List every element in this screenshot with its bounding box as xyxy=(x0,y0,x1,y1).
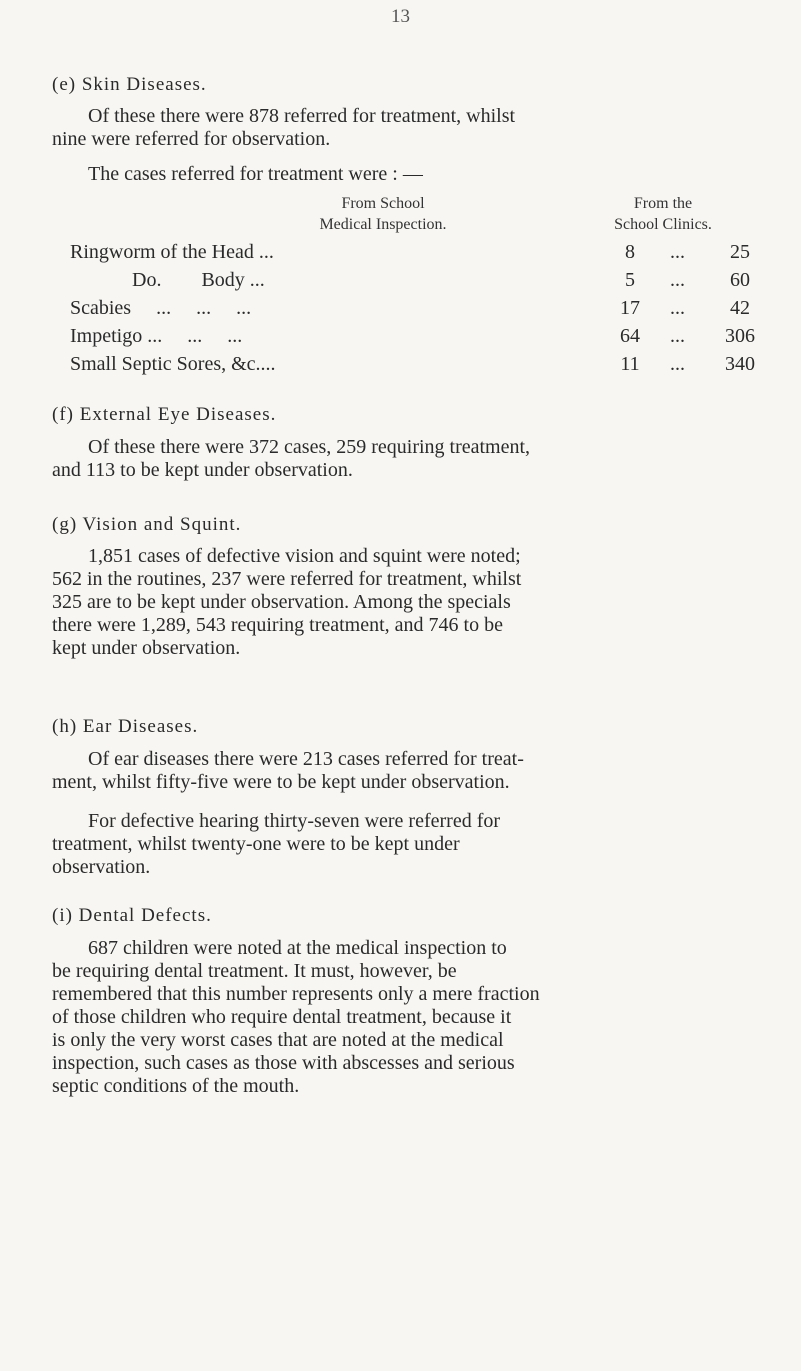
text-line: is only the very worst cases that are noted at the medical xyxy=(52,1029,504,1051)
column-header-school-inspection xyxy=(258,193,508,235)
text-line: and 113 to be kept under observation. xyxy=(52,459,353,481)
row-value-inspection: 5 xyxy=(625,269,635,291)
ear-paragraph-2 xyxy=(52,810,752,879)
row-leader: ... xyxy=(670,269,685,291)
column-header-line: Medical Inspection. xyxy=(319,216,447,233)
row-value-clinics: 42 xyxy=(730,297,750,319)
text-line: treatment, whilst twenty-one were to be kept under xyxy=(52,833,460,855)
text-line: there were 1,289, 543 requiring treatment, and 746 to be xyxy=(52,614,503,636)
text-line: 687 children were noted at the medical inspection to xyxy=(88,937,507,959)
row-leader: ... xyxy=(670,297,685,319)
table-row xyxy=(70,353,755,379)
skin-paragraph xyxy=(52,105,752,151)
table-row xyxy=(70,297,750,323)
heading-ear-diseases: (h) Ear Diseases. xyxy=(52,716,199,737)
row-value-inspection: 11 xyxy=(620,353,640,375)
text-line: be requiring dental treatment. It must, however, be xyxy=(52,960,457,982)
heading-dental-defects: (i) Dental Defects. xyxy=(52,905,212,926)
text-line: 1,851 cases of defective vision and squint were noted; xyxy=(88,545,521,567)
heading-skin-diseases: (e) Skin Diseases. xyxy=(52,74,207,95)
skin-intro xyxy=(52,163,752,186)
ear-paragraph-1 xyxy=(52,748,752,794)
row-label: Small Septic Sores, &c.... xyxy=(70,353,276,375)
row-leader: ... xyxy=(670,325,685,347)
row-value-clinics: 25 xyxy=(730,241,750,263)
column-header-school-clinics xyxy=(548,193,778,235)
table-row xyxy=(70,269,750,295)
row-value-clinics: 340 xyxy=(725,353,755,375)
row-value-inspection: 8 xyxy=(625,241,635,263)
heading-eye-diseases: (f) External Eye Diseases. xyxy=(52,404,277,425)
table-row xyxy=(70,241,750,267)
heading-vision-squint: (g) Vision and Squint. xyxy=(52,514,242,535)
column-header-line: From School xyxy=(341,195,425,212)
text-line: Of these there were 878 referred for treatment, whilst xyxy=(88,105,516,127)
text-line: nine were referred for observation. xyxy=(52,128,331,150)
row-label: Ringworm of the Head ... xyxy=(70,241,274,263)
row-value-inspection: 64 xyxy=(620,325,640,347)
row-value-clinics: 60 xyxy=(730,269,750,291)
row-label: Do. Body ... xyxy=(132,269,265,291)
text-line: 325 are to be kept under observation. Among the specials xyxy=(52,591,511,613)
row-leader: ... xyxy=(670,353,685,375)
text-line: observation. xyxy=(52,856,151,878)
text-line: ment, whilst fifty-five were to be kept under observation. xyxy=(52,771,510,793)
row-label: Scabies ... ... ... xyxy=(70,297,252,319)
table-row xyxy=(70,325,755,351)
row-value-inspection: 17 xyxy=(620,297,640,319)
text-line: For defective hearing thirty-seven were referred for xyxy=(88,810,501,832)
text-line: 562 in the routines, 237 were referred for treatment, whilst xyxy=(52,568,522,590)
page-number: 13 xyxy=(391,6,410,27)
column-header-line: From the xyxy=(633,195,693,212)
text-line: remembered that this number represents only a mere fraction xyxy=(52,983,540,1005)
text-line: kept under observation. xyxy=(52,637,241,659)
vision-paragraph xyxy=(52,545,752,660)
row-value-clinics: 306 xyxy=(725,325,755,347)
row-label: Impetigo ... ... ... xyxy=(70,325,243,347)
eye-paragraph xyxy=(52,436,752,482)
text-line: Of ear diseases there were 213 cases referred for treat- xyxy=(88,748,524,770)
column-header-line: School Clinics. xyxy=(614,216,712,233)
text-line: Of these there were 372 cases, 259 requiring treatment, xyxy=(88,436,531,458)
text-line: septic conditions of the mouth. xyxy=(52,1075,300,1097)
text-line: The cases referred for treatment were : — xyxy=(88,163,423,185)
text-line: inspection, such cases as those with abscesses and serious xyxy=(52,1052,515,1074)
dental-paragraph xyxy=(52,937,752,1098)
text-line: of those children who require dental treatment, because it xyxy=(52,1006,512,1028)
row-leader: ... xyxy=(670,241,685,263)
